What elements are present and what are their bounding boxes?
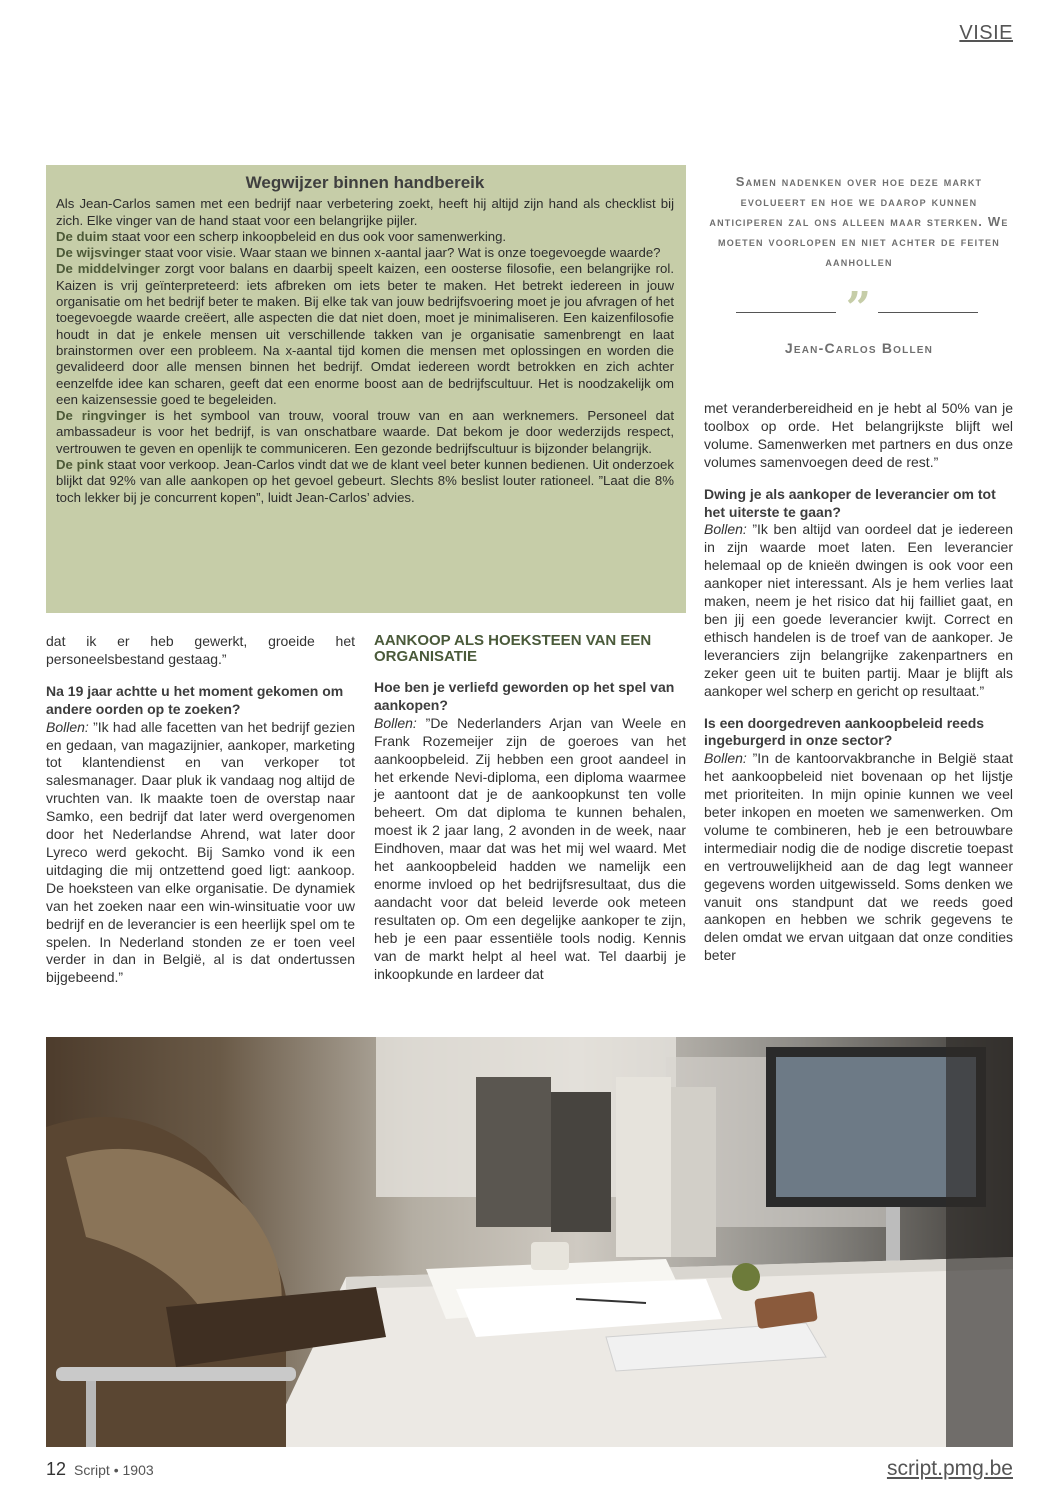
interview-question: Is een doorgedreven aankoopbeleid reeds ingeburgerd in onze sector? bbox=[704, 714, 985, 749]
answer-text: ”Ik ben altijd van oordeel dat je iedereen in zijn waarde moet laten. Een leverancier helemaal op de knieën dwingen is ook voor een aankoper niet interessant. Als je hem verlies laat maken, neem je het risico dat hij failliet gaat, en ben jij een goede leverancier kwijt. Correct en ethisch handelen is de troef van de aankoper. Je leveranciers zijn belangrijke zakenpartners en zeker geen uit te buiten partij. Maar je blijft als aankoper wel scherp en gericht op resultaat.” bbox=[704, 521, 1013, 699]
section-label: VISIE bbox=[959, 22, 1013, 44]
box-term: De pink bbox=[56, 457, 104, 473]
box-term: De duim bbox=[56, 228, 109, 244]
answer-text: ”De Nederlanders Arjan van Weele en Frank Rozemeijer zijn de goeroes van het aankoopbeleid. Zij hebben een groot aandeel in het erkende Nevi-diploma, een diploma waarmee je aantoont dat je de aankoopkunst ten volle beheert. Om dat diploma te kunnen behalen, moest ik 2 jaar lang, 2 avonden in de week, naar Eindhoven, maar dat was het mij wel waard. Met het aankoopbeleid hadden we namelijk een enorme invloed op het bedrijfsresultaat, dus die aandacht voor dat beleid leverde ook meteen resultaten op. Om een degelijke aankoper te zijn, heb je een paar essentiële tools nodig. Kennis van de markt helpt al heel wat. Tel daarbij je inkoopkunde en lardeer dat bbox=[374, 714, 686, 982]
interview-answer bbox=[374, 715, 686, 984]
speaker-label: Bollen: bbox=[374, 714, 417, 731]
box-term-text: staat voor visie. Waar staan we binnen x-aantal jaar? Wat is onze toegevoegde waarde? bbox=[141, 245, 661, 261]
photo-illustration bbox=[46, 1037, 1013, 1447]
footer-page-info bbox=[46, 1459, 154, 1480]
speaker-label: Bollen: bbox=[704, 521, 747, 538]
box-term-text: is het symbool van trouw, vooral trouw van en aan werknemers. Personeel dat ambassadeur is voor het bedrijf, is van onschatbare waarde. Dat bekom je door wederzijds respect, vertrouwen te geven en openlijk te communiceren. Een gezonde bedrijfscultuur is bijzonder belangrijk. bbox=[56, 408, 674, 456]
box-term: De middelvinger bbox=[56, 261, 160, 277]
box-intro: Als Jean-Carlos samen met een bedrijf naar verbetering zoekt, heeft hij altijd zijn hand als checklist bij zich. Elke vinger van de hand staat voor een belangrijke pijler. bbox=[56, 196, 674, 228]
speaker-label: Bollen: bbox=[704, 750, 747, 767]
divider-line-right bbox=[878, 312, 978, 313]
answer-text: ”Ik had alle facetten van het bedrijf gezien en gedaan, van magazijnier, aankoper, marketing tot klantendienst en van verkoper tot salesmanager. Daar pluk ik vandaag nog altijd de vruchten van. Ik maakte toen de overstap naar Samko, een bedrijf dat later werd overgenomen door het Nederlandse Ahrend, wat later door Lyreco werd gekocht. Bij Samko vond ik een uitdaging die mij ontzettend goed ligt: aankoop. De hoeksteen van elke organisatie. De dynamiek van het zoeken naar een win-winsituatie voor uw bedrijf en de leverancier is een heerlijk spel om te spelen. In Nederland stonden ze er toen veel verder in dan in België, al is dat ondertussen bijgebeend.” bbox=[46, 718, 355, 986]
box-item-middle bbox=[56, 261, 674, 408]
quote-mark-icon: ” bbox=[845, 283, 873, 334]
sidebar-box bbox=[46, 165, 686, 613]
pull-quote-text: Samen nadenken over hoe deze markt evolueert en hoe we daarop kunnen anticiperen zal ons alleen maar sterken. We moeten voorlopen en niet achter de feiten aanhollen bbox=[709, 174, 1009, 269]
office-desk-photo bbox=[46, 1037, 1013, 1447]
answer-text: ”In de kantoorvakbranche in België staat het aankoopbeleid niet bovenaan op het lijstje met prioriteiten. In mijn opinie kunnen we veel beter inkopen en moeten we samenwerken. Om volume te combineren, heb je een betrouwbare intermediair nodig die de nodige discretie toepast en vertrouwelijkheid aan de dag legt wanneer gegevens worden uitgewisseld. Soms denken we vanuit ons standpunt dat we reeds goed aankopen en hebben we schrik gegevens te delen omdat we ervan uitgaan dat onze condities beter bbox=[704, 750, 1013, 964]
box-item-pinky bbox=[56, 457, 674, 506]
column-lead: dat ik er heb gewerkt, groeide het personeelsbestand gestaag.” bbox=[46, 633, 355, 667]
page-number: 12 bbox=[46, 1459, 67, 1479]
interview-answer bbox=[704, 750, 1013, 965]
box-term: De wijsvinger bbox=[56, 245, 142, 261]
box-title: Wegwijzer binnen handbereik bbox=[245, 173, 485, 192]
box-term-text: staat voor een scherp inkoopbeleid en dus ook voor samenwerking. bbox=[108, 228, 507, 244]
box-item-ring bbox=[56, 408, 674, 457]
section-heading: AANKOOP ALS HOEKSTEEN VAN EEN ORGANISATIE bbox=[374, 632, 652, 665]
article-column-2 bbox=[374, 633, 686, 983]
box-term: De ringvinger bbox=[56, 408, 147, 424]
quote-author: Jean-Carlos Bollen bbox=[784, 340, 934, 356]
box-item-index bbox=[56, 245, 674, 261]
interview-answer bbox=[46, 719, 355, 988]
website-link[interactable]: script.pmg.be bbox=[886, 1457, 1013, 1480]
quote-divider bbox=[704, 283, 1014, 334]
box-item-thumb bbox=[56, 229, 674, 245]
interview-answer bbox=[704, 521, 1013, 700]
article-column-1 bbox=[46, 633, 355, 987]
magazine-issue: Script • 1903 bbox=[74, 1462, 154, 1478]
interview-question: Hoe ben je verliefd geworden op het spel van aankopen? bbox=[374, 679, 675, 713]
column-lead: met veranderbereidheid en je hebt al 50% van je toolbox op orde. Het belangrijkste blijft wel volume. Samenwerken met partners en dus onze volumes samenvoegen deed de rest.” bbox=[704, 400, 1013, 470]
box-term-text: zorgt voor balans en daarbij speelt kaizen, een oosterse filosofie, een belangrijke rol. Kaizen is vrij geïnterpreteerd: iets afbreken om iets beter te maken. Het betrekt iedereen in jouw organisatie om het bedrijf beter te maken. Bij elke tak van jouw bedrijfsvoering moet je jou afvragen of het toegevoegde waarde creëert, alle aspecten die dat niet doen, moet je minimaliseren. Een kaizenfilosofie houdt in dat je enkele mensen uit verschillende takken van je organisatie samenbrengt en laat brainstormen over een probleem. Na x-aantal tijd komen die mensen met oplossingen en worden die gevalideerd door alle mensen binnen het bedrijf. Omdat iedereen wordt betrokken en zich achter eenzelfde idee kan scharen, geeft dat een enorme boost aan de bedrijfscultuur. Het is noodzakelijk om een kaizensessie goed te begeleiden. bbox=[56, 261, 674, 407]
box-term-text: staat voor verkoop. Jean-Carlos vindt dat we de klant veel beter kunnen bedienen. Uit onderzoek blijkt dat 92% van alle aankopen op het gevoel gebeurt. Slechts 8% beslist louter rationeel. ”Laat die 8% toch lekker bij je concurrent kopen”, luidt Jean-Carlos’ advies. bbox=[56, 457, 674, 505]
pull-quote bbox=[704, 172, 1014, 358]
interview-question: Dwing je als aankoper de leverancier om tot het uiterste te gaan? bbox=[704, 485, 996, 520]
speaker-label: Bollen: bbox=[46, 718, 89, 735]
interview-question: Na 19 jaar achtte u het moment gekomen om andere oorden op te zoeken? bbox=[46, 682, 344, 717]
article-column-3 bbox=[704, 400, 1013, 965]
